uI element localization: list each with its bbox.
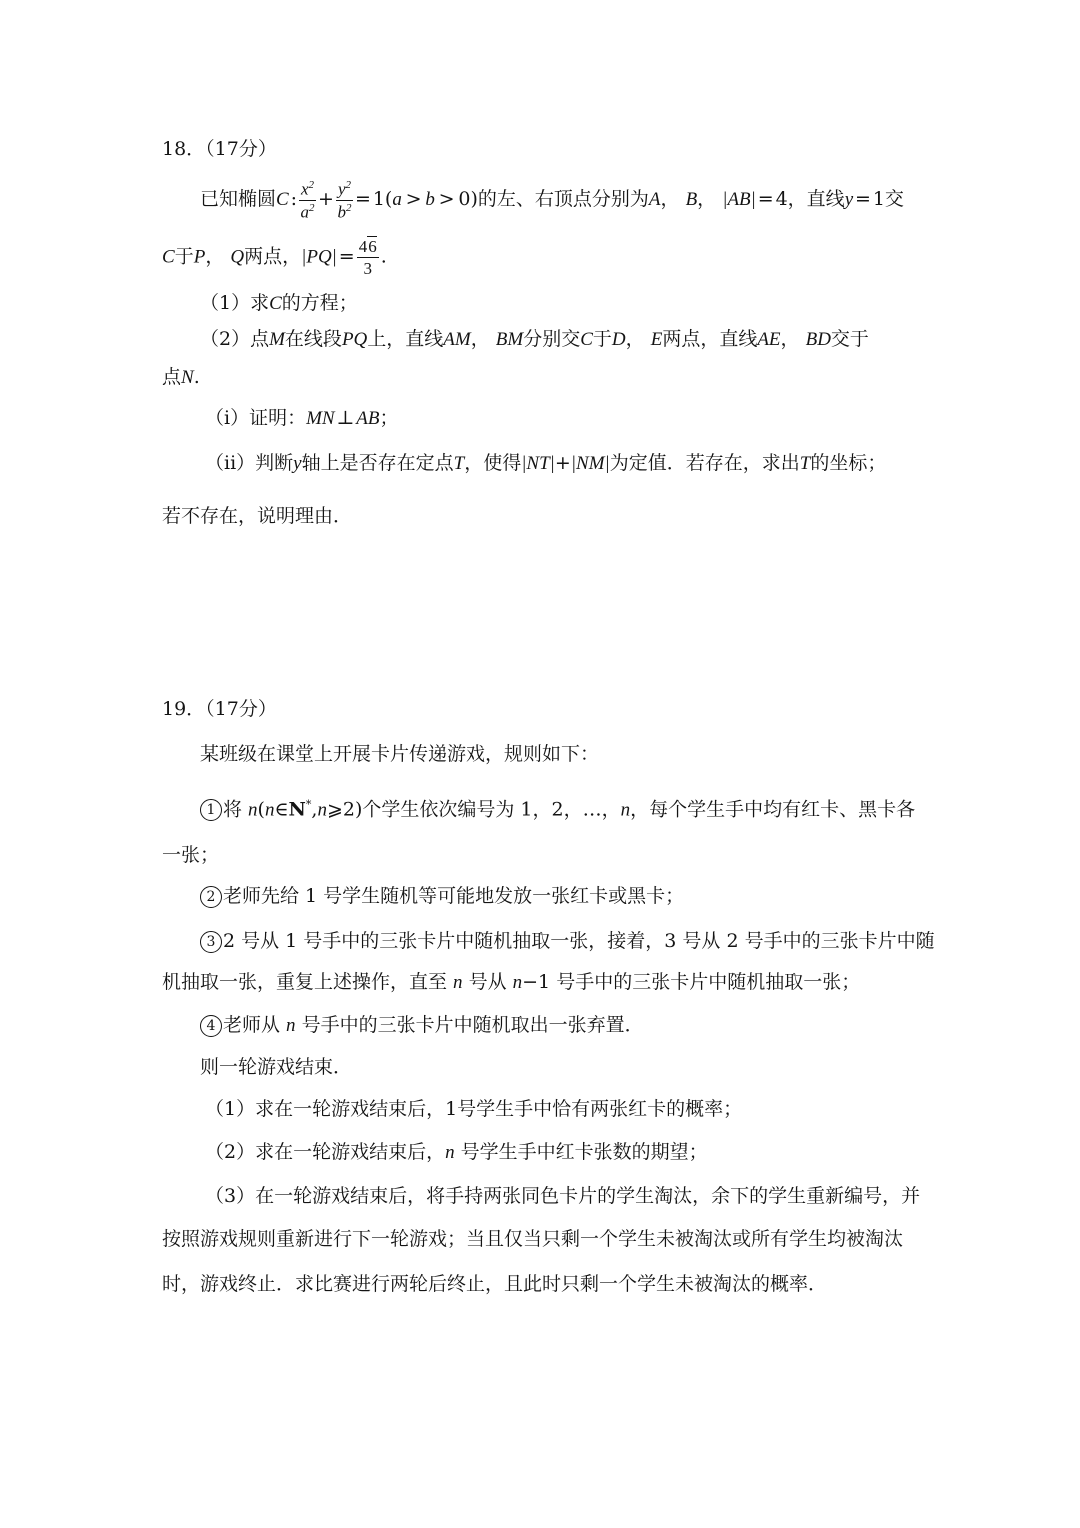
q18-ellipse-equation: C : $\frac{x^2}{a^2}$ + $\frac{y^2}{b^2}$ = 1(a > b > 0) [276, 179, 478, 222]
q18-header: 18．（17分） [162, 138, 277, 160]
q19-rule3-line2: 机抽取一张，重复上述操作，直至 n 号从 n−1 号手中的三张卡片中随机抽取一张； [162, 971, 861, 993]
q18-part2-line2: 点N. [162, 366, 200, 388]
q18-part2-ii-line2: 若不存在，说明理由． [162, 505, 353, 527]
q18-stem-line1 [200, 180, 904, 220]
q18-part2-i: （i）证明：MN ⊥ AB； [205, 407, 399, 429]
q18-stem-prefix: 已知椭圆 [200, 188, 277, 211]
q19-rule1-line2: 一张； [162, 844, 220, 866]
q19-rule1-line1: 1 将 n(n∈N*,n⩾2)个学生依次编号为 1，2，…，n，每个学生手中均有红卡、黑卡各 [200, 792, 915, 823]
q19-part3-line1: （3）在一轮游戏结束后，将手持两张同色卡片的学生淘汰，余下的学生重新编号，并 [205, 1185, 921, 1207]
q18-part1: （1）求C的方程； [200, 292, 358, 314]
q19-round-end: 则一轮游戏结束． [200, 1056, 353, 1078]
q19-part2: （2）求在一轮游戏结束后，n 号学生手中红卡张数的期望； [205, 1141, 708, 1163]
q19-rule3-line1: 3 2 号从 1 号手中的三张卡片中随机抽取一张，接着，3 号从 2 号手中的三张卡片中随 [200, 928, 935, 954]
q18-part2-ii-line1: （ii）判断y轴上是否存在定点T，使得|NT|+|NM|为定值．若存在，求出T的坐标； [205, 452, 887, 474]
q19-part1: （1）求在一轮游戏结束后，1号学生手中恰有两张红卡的概率； [205, 1098, 743, 1120]
q19-header: 19．（17分） [162, 698, 277, 720]
q19-part3-line3: 时，游戏终止．求比赛进行两轮后终止，且此时只剩一个学生未被淘汰的概率． [162, 1273, 828, 1295]
q19-rule2: 2 老师先给 1 号学生随机等可能地发放一张红卡或黑卡； [200, 883, 684, 909]
q18-part2-line1: （2）点M在线段PQ上，直线AM， BM分别交C于D， E两点，直线AE， BD交于 [200, 328, 869, 350]
q18-stem-suffix: 的左、右顶点分别为A， B， |AB| = 4，直线y = 1交 [477, 188, 904, 211]
q19-part3-line2: 按照游戏规则重新进行下一轮游戏；当且仅当只剩一个学生未被淘汰或所有学生均被淘汰 [162, 1228, 904, 1250]
q18-stem-line2: C于P， Q两点，|PQ| = $\frac{46}{3}$ . [162, 237, 387, 278]
q19-rule4: 4 老师从 n 号手中的三张卡片中随机取出一张弃置． [200, 1012, 644, 1039]
q19-intro: 某班级在课堂上开展卡片传递游戏，规则如下： [200, 743, 600, 765]
